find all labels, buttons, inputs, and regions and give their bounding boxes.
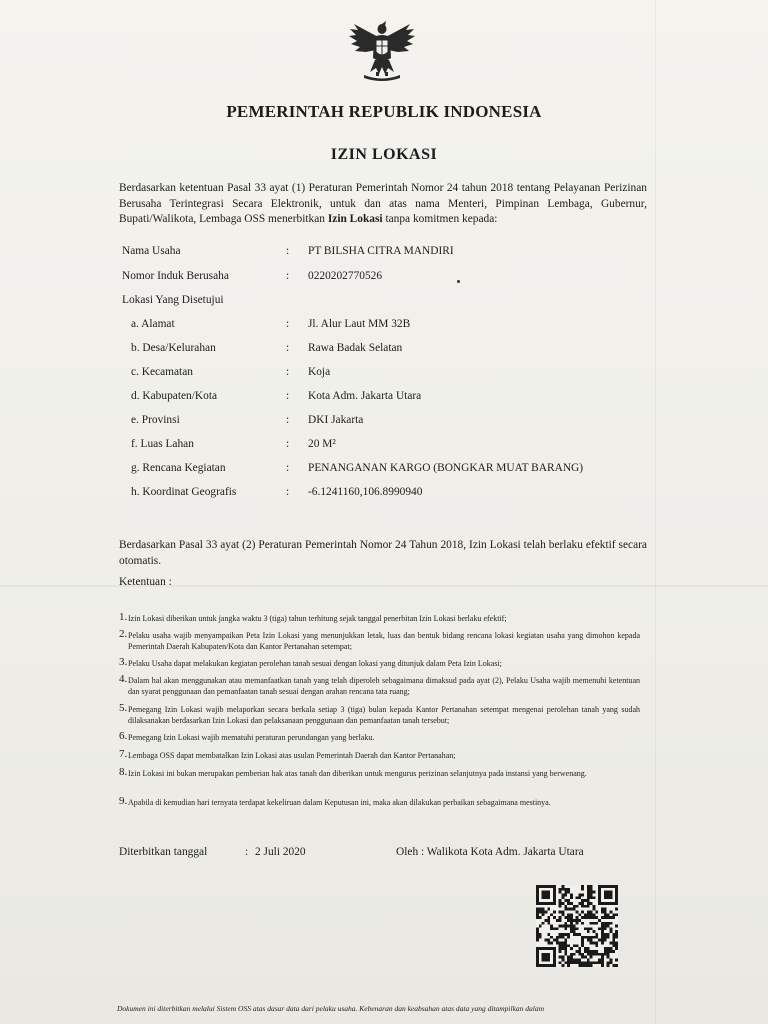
label-koordinat: h. Koordinat Geografis [131, 486, 237, 498]
intro-paragraph: Berdasarkan ketentuan Pasal 33 ayat (1) Peraturan Pemerintah Nomor 24 tahun 2018 tentang Pelayanan Perizinan Berusaha Terintegrasi Secara Elektronik, untuk dan atas nama Menteri, Pimpinan Lembaga, Gubernur, Bupati/Walikota, Lembaga OSS menerbitkan Izin Lokasi tanpa komitmen kepada: [119, 182, 647, 225]
colon: : [245, 846, 249, 858]
rule-text: Izin Lokasi diberikan untuk jangka waktu 3 (tiga) tahun terhitung sejak tanggal penerbitan Izin Lokasi berlaku efektif; [128, 614, 507, 623]
ketentuan-heading: Ketentuan : [119, 576, 172, 588]
rule-text: Izin Lokasi ini bukan merupakan pemberian hak atas tanah dan diberikan untuk mengurus perizinan selanjutnya pada instansi yang berwenang. [128, 769, 587, 778]
value-kabupaten: Kota Adm. Jakarta Utara [308, 390, 422, 402]
rule-number: 9. [119, 795, 128, 807]
rule-text: Lembaga OSS dapat membatalkan Izin Lokasi atas usulan Pemerintah Daerah dan Kantor Pertanahan; [128, 751, 456, 760]
document-title: IZIN LOKASI [330, 146, 438, 163]
rule-text: Apabila di kemudian hari ternyata terdapat kekeliruan dalam Keputusan ini, maka akan dilakukan perbaikan sebagaimana mestinya. [128, 798, 551, 807]
label-alamat: a. Alamat [131, 318, 175, 330]
ink-speck [457, 280, 460, 283]
label-provinsi: e. Provinsi [131, 414, 180, 426]
issued-date: 2 Juli 2020 [255, 846, 306, 858]
label-nama-usaha: Nama Usaha [122, 245, 181, 257]
colon: : [286, 414, 290, 426]
rule-text: Pemegang Izin Lokasi wajib melaporkan secara berkala setiap 3 (tiga) bulan kepada Kantor Pertanahan setempat mengenai perolehan tanah yang sudah dilaksanakan berdasarkan Izin Lokasi dan pelaksanaan penggunaan dan pemanfaatan tanah tersebut; [128, 705, 640, 725]
government-title: PEMERINTAH REPUBLIK INDONESIA [226, 102, 542, 121]
rule-text: Dalam hal akan menggunakan atau memanfaatkan tanah yang telah diperoleh sebagaimana dimaksud pada ayat (2), Pelaku Usaha wajib memenuhi ketentuan dan syarat penggunaan dan pemanfaatan tanah sesuai dengan arahan rencana tata ruang; [128, 676, 640, 696]
label-desa: b. Desa/Kelurahan [131, 342, 216, 354]
effective-paragraph: Berdasarkan Pasal 33 ayat (2) Peraturan Pemerintah Nomor 24 Tahun 2018, Izin Lokasi telah berlaku efektif secara otomatis. [119, 539, 647, 567]
label-nib: Nomor Induk Berusaha [122, 270, 229, 282]
colon: : [286, 438, 290, 450]
label-luas: f. Luas Lahan [131, 438, 194, 450]
issued-by: Oleh : Walikota Kota Adm. Jakarta Utara [396, 846, 584, 858]
rule-text: Pelaku Usaha dapat melakukan kegiatan perolehan tanah sesuai dengan lokasi yang ditunjuk dalam Peta Izin Lokasi; [128, 659, 502, 668]
garuda-emblem-icon [346, 20, 418, 82]
value-desa: Rawa Badak Selatan [308, 342, 403, 354]
label-kecamatan: c. Kecamatan [131, 366, 193, 378]
colon: : [286, 245, 290, 257]
value-alamat: Jl. Alur Laut MM 32B [308, 318, 411, 330]
colon: : [286, 462, 290, 474]
rule-number: 1. [119, 611, 128, 623]
colon: : [286, 366, 290, 378]
value-luas: 20 M² [308, 438, 336, 450]
rule-text: Pemegang Izin Lokasi wajib mematuhi peraturan perundangan yang berlaku. [128, 733, 375, 742]
value-rencana: PENANGANAN KARGO (BONGKAR MUAT BARANG) [308, 462, 584, 474]
colon: : [286, 486, 290, 498]
qr-code-icon [536, 885, 618, 967]
paper-fold [0, 585, 768, 587]
value-provinsi: DKI Jakarta [308, 414, 364, 426]
value-nama-usaha: PT BILSHA CITRA MANDIRI [308, 245, 454, 257]
rule-number: 3. [119, 656, 128, 668]
rule-number: 8. [119, 766, 128, 778]
footer-disclaimer: Dokumen ini diterbitkan melalui Sistem OSS atas dasar data dari pelaku usaha. Kebenaran dan keabsahan atas data yang ditampilkan dalam [117, 1004, 545, 1013]
lokasi-heading: Lokasi Yang Disetujui [122, 294, 224, 306]
value-kecamatan: Koja [308, 366, 331, 378]
rule-number: 5. [119, 702, 128, 714]
rule-number: 7. [119, 748, 128, 760]
colon: : [286, 342, 290, 354]
rule-text: Pelaku usaha wajib menyampaikan Peta Izin Lokasi yang menunjukkan letak, luas dan bentuk bidang rencana lokasi kegiatan usaha yang dimohon kepada Pemerintah Daerah Kabupaten/Kota dan Kantor Pertanahan setempat; [128, 631, 640, 651]
rule-number: 4. [119, 673, 128, 685]
value-nib: 0220202770526 [308, 270, 383, 282]
rule-number: 2. [119, 628, 128, 640]
label-kabupaten: d. Kabupaten/Kota [131, 390, 218, 402]
issued-label: Diterbitkan tanggal [119, 846, 208, 858]
rule-number: 6. [119, 730, 128, 742]
label-rencana: g. Rencana Kegiatan [131, 462, 226, 474]
value-koordinat: -6.1241160,106.8990940 [308, 486, 423, 498]
colon: : [286, 270, 290, 282]
colon: : [286, 318, 290, 330]
colon: : [286, 390, 290, 402]
